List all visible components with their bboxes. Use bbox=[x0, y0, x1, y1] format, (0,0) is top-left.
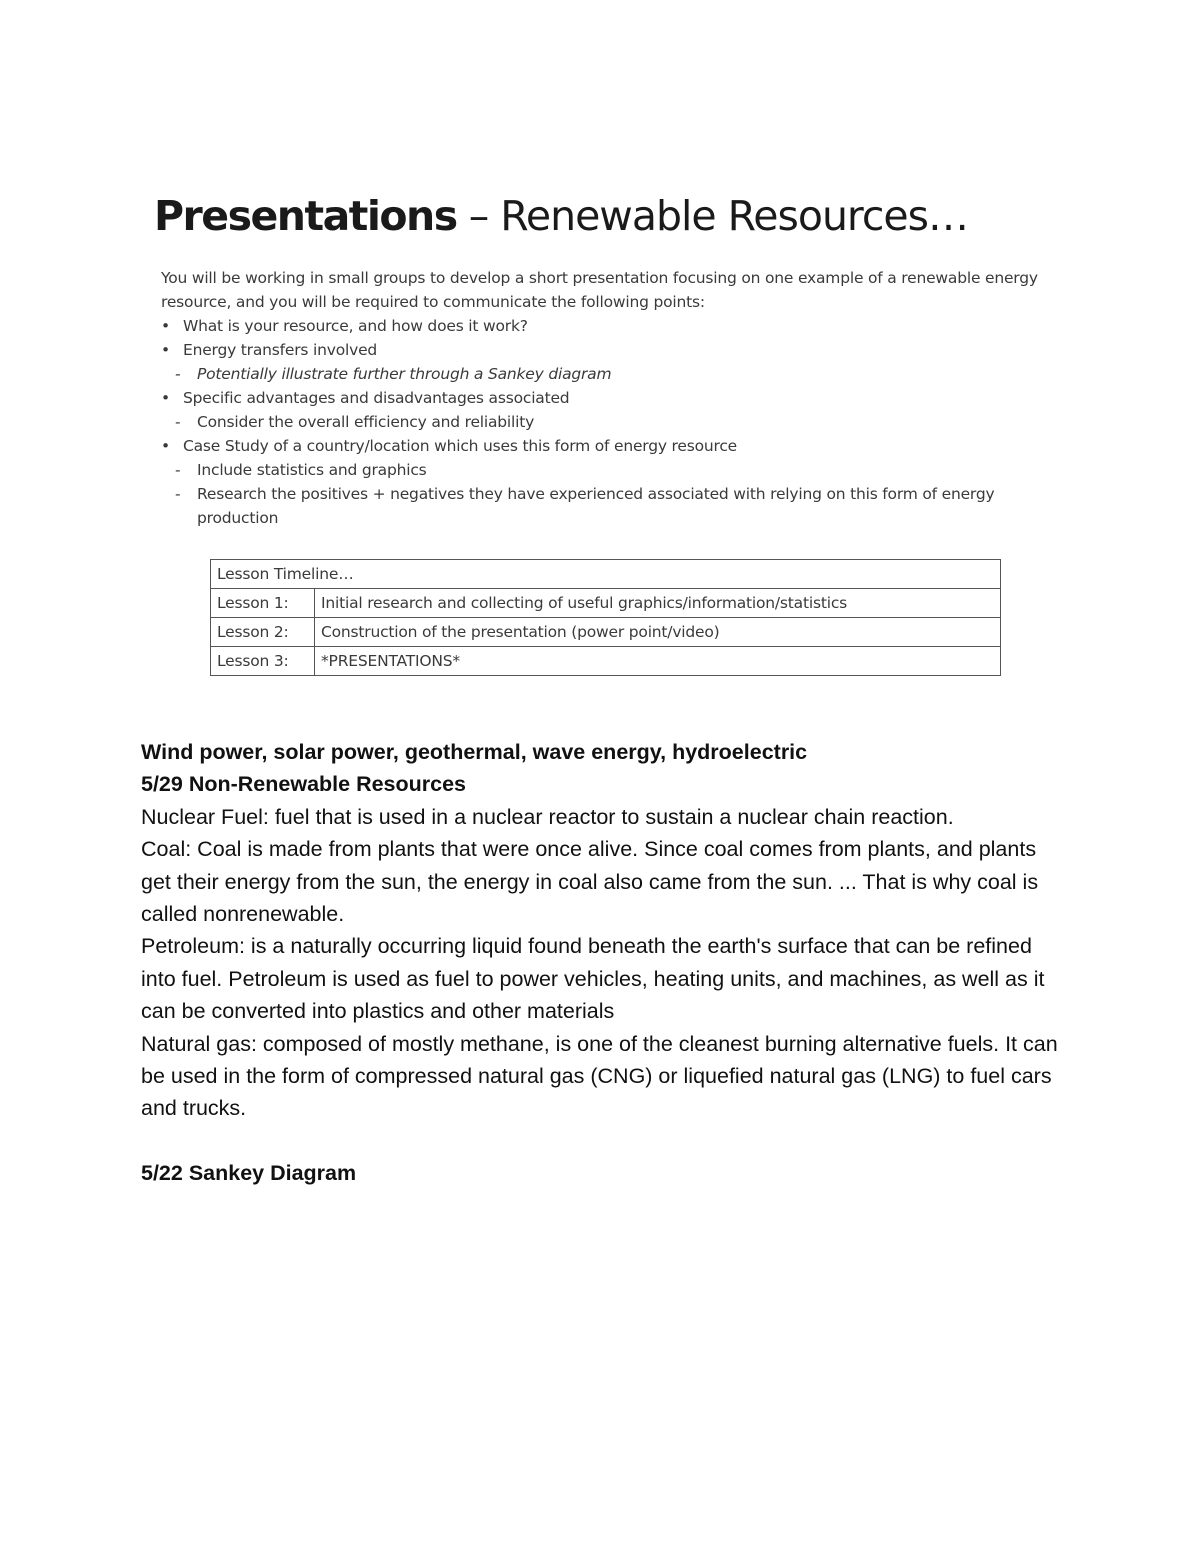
embedded-slide-image bbox=[142, 178, 1060, 698]
slide-sub-group bbox=[161, 458, 1056, 530]
lesson-timeline-table bbox=[210, 559, 1001, 676]
slide-bullet-text: Specific advantages and disadvantages associated bbox=[183, 389, 570, 407]
slide-sub-list bbox=[161, 410, 1056, 434]
slide-bullet bbox=[161, 386, 1056, 410]
document-body bbox=[141, 736, 1071, 1190]
blank-line bbox=[141, 1125, 1071, 1157]
activity-cell: Initial research and collecting of useful graphics/information/statistics bbox=[315, 589, 1001, 618]
slide-sub-item: - Research the positives + negatives they have experienced associated with relying on this form of energy production bbox=[161, 482, 1056, 530]
slide-sub-item: - Consider the overall efficiency and reliability bbox=[161, 410, 1056, 434]
table-row bbox=[211, 647, 1001, 676]
lesson-cell: Lesson 3: bbox=[211, 647, 315, 676]
natural-gas-paragraph: Natural gas: composed of mostly methane, is one of the cleanest burning alternative fuels. It can be used in the form of compressed natural gas (CNG) or liquefied natural gas (LNG) to fuel cars and trucks. bbox=[141, 1031, 1058, 1121]
lesson-cell: Lesson 2: bbox=[211, 618, 315, 647]
table-header-row bbox=[211, 560, 1001, 589]
table-row bbox=[211, 589, 1001, 618]
table-row bbox=[211, 618, 1001, 647]
nonrenewable-heading: 5/29 Non-Renewable Resources bbox=[141, 772, 467, 797]
slide-sub-item: - Potentially illustrate further through a Sankey diagram bbox=[161, 362, 1056, 386]
renewable-list-heading: Wind power, solar power, geothermal, wave energy, hydroelectric bbox=[141, 740, 808, 764]
petroleum-paragraph: Petroleum: is a naturally occurring liquid found beneath the earth's surface that can be refined into fuel. Petroleum is used as fuel to power vehicles, heating units, and machines, as well as it can be converted into plastics and other materials bbox=[141, 934, 1045, 1024]
nuclear-paragraph: Nuclear Fuel: fuel that is used in a nuclear reactor to sustain a nuclear chain reaction. bbox=[141, 804, 954, 829]
slide-intro: You will be working in small groups to develop a short presentation focusing on one example of a renewable energy resource, and you will be required to communicate the following points: bbox=[161, 269, 1038, 311]
slide-bullet-text: Case Study of a country/location which uses this form of energy resource bbox=[183, 437, 737, 455]
slide-sub-list bbox=[161, 362, 1056, 386]
slide-sub-item: - Include statistics and graphics bbox=[161, 458, 1056, 482]
coal-paragraph: Coal: Coal is made from plants that were once alive. Since coal comes from plants, and plants get their energy from the sun, the energy in coal also came from the sun. ... That is why coal is called nonrenewable. bbox=[141, 837, 1039, 927]
slide-bullet-list bbox=[161, 314, 1056, 530]
slide-title bbox=[154, 192, 968, 240]
sankey-heading: 5/22 Sankey Diagram bbox=[141, 1161, 357, 1186]
activity-cell: Construction of the presentation (power point/video) bbox=[315, 618, 1001, 647]
slide-title-rest: – Renewable Resources… bbox=[456, 192, 969, 240]
lesson-cell: Lesson 1: bbox=[211, 589, 315, 618]
activity-cell: *PRESENTATIONS* bbox=[315, 647, 1001, 676]
slide-bullet bbox=[161, 314, 1056, 338]
slide-sub-list bbox=[161, 458, 1056, 530]
table-header-cell: Lesson Timeline… bbox=[211, 560, 1001, 589]
slide-bullet bbox=[161, 434, 1056, 458]
slide-bullet bbox=[161, 338, 1056, 362]
slide-bullet-text: What is your resource, and how does it work? bbox=[183, 317, 528, 335]
slide-title-bold: Presentations bbox=[154, 192, 457, 240]
slide-bullet-text: Energy transfers involved bbox=[183, 341, 378, 359]
slide-sub-group bbox=[161, 410, 1056, 434]
slide-sub-group bbox=[161, 362, 1056, 386]
